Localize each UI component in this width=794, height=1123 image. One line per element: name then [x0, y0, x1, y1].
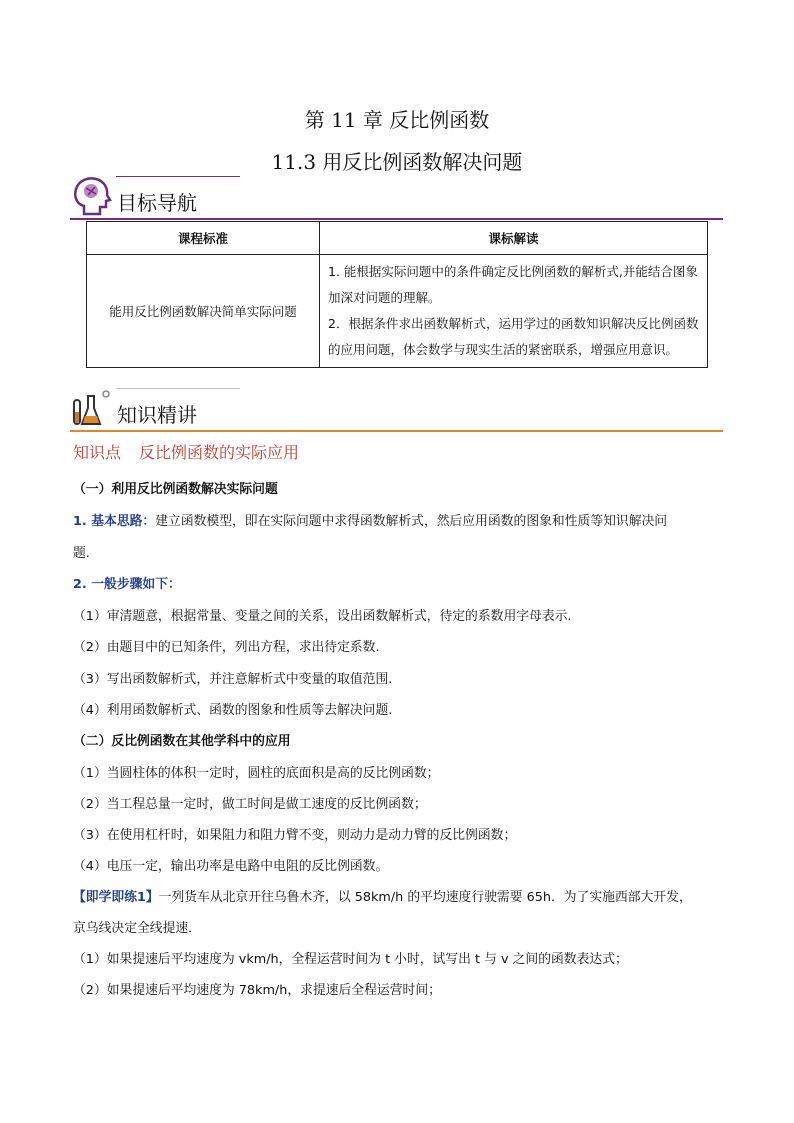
curriculum-table [86, 221, 708, 368]
interpretation-item: 2．根据条件求出函数解析式，运用学过的函数知识解决反比例函数的应用问题，体会数学与现实生活的紧密联系，增强应用意识。 [328, 316, 699, 357]
step-item: （4）利用函数解析式、函数的图象和性质等去解决问题. [73, 703, 393, 718]
section-label: 知识精讲 [117, 403, 197, 427]
table-header-interpretation: 课标解读 [320, 222, 708, 255]
section-bottom-rule [70, 218, 723, 220]
example-question: （1）如果提速后平均速度为 vkm/h，全程运营时间为 t 小时，试写出 t 与 v 之间的函数表达式； [73, 952, 628, 967]
application-item: （1）当圆柱体的体积一定时，圆柱的底面积是高的反比例函数； [73, 766, 440, 781]
example-line [73, 882, 723, 914]
example-continuation: 京乌线决定全线提速． [73, 921, 201, 936]
step-item: （1）审清题意，根据常量、变量之间的关系，设出函数解析式，待定的系数用字母表示. [73, 609, 572, 624]
subheading-1: （一）利用反比例函数解决实际问题 [73, 482, 278, 497]
subheading-2: （二）反比例函数在其他学科中的应用 [73, 734, 291, 749]
section-label: 目标导航 [117, 191, 197, 215]
section-header-knowledge [70, 388, 723, 432]
step-item: （3）写出函数解析式，并注意解析式中变量的取值范围. [73, 672, 393, 687]
section-top-rule [116, 388, 240, 389]
basic-idea-line [73, 506, 723, 538]
chemistry-flask-icon [70, 386, 114, 430]
example-label: 【即学即练1】 [73, 890, 159, 905]
interpretation-item: 1. 能根据实际问题中的条件确定反比例函数的解析式,并能结合图象加深对问题的理解。 [328, 264, 698, 305]
table-cell-standard: 能用反比例函数解决简单实际问题 [87, 255, 320, 368]
basic-idea-text: 建立函数模型，即在实际问题中求得函数解析式，然后应用函数的图象和性质等知识解决问 [155, 514, 668, 529]
example-question: （2）如果提速后平均速度为 78km/h，求提速后全程运营时间； [73, 983, 441, 998]
brain-head-icon [70, 174, 114, 218]
knowledge-point-title [73, 440, 299, 463]
basic-idea-label: 1. 基本思路： [73, 514, 156, 529]
section-top-rule [116, 176, 240, 177]
application-item: （3）在使用杠杆时，如果阻力和阻力臂不变，则动力是动力臂的反比例函数； [73, 828, 517, 843]
step-item: （2）由题目中的已知条件，列出方程，求出待定系数. [73, 640, 380, 655]
section-title: 11.3 用反比例函数解决问题 [271, 150, 523, 174]
example-text: 一列货车从北京开往乌鲁木齐，以 58km/h 的平均速度行驶需要 65h．为了实施西部大开发， [158, 890, 692, 905]
knowledge-point-name: 反比例函数的实际应用 [139, 443, 300, 462]
table-cell-interpretation [320, 255, 708, 368]
chapter-title: 第 11 章 反比例函数 [304, 108, 490, 132]
table-header-standard: 课程标准 [87, 222, 320, 255]
table-header-row [87, 222, 708, 255]
application-item: （2）当工程总量一定时，做工时间是做工速度的反比例函数； [73, 797, 427, 812]
section-header-goals [70, 176, 723, 220]
basic-idea-continuation: 题. [73, 546, 90, 561]
steps-label: 2. 一般步骤如下： [73, 577, 181, 592]
application-item: （4）电压一定，输出功率是电路中电阻的反比例函数。 [73, 859, 389, 874]
table-row [87, 255, 708, 368]
knowledge-point-label: 知识点 [73, 443, 122, 462]
section-bottom-rule [70, 430, 723, 432]
